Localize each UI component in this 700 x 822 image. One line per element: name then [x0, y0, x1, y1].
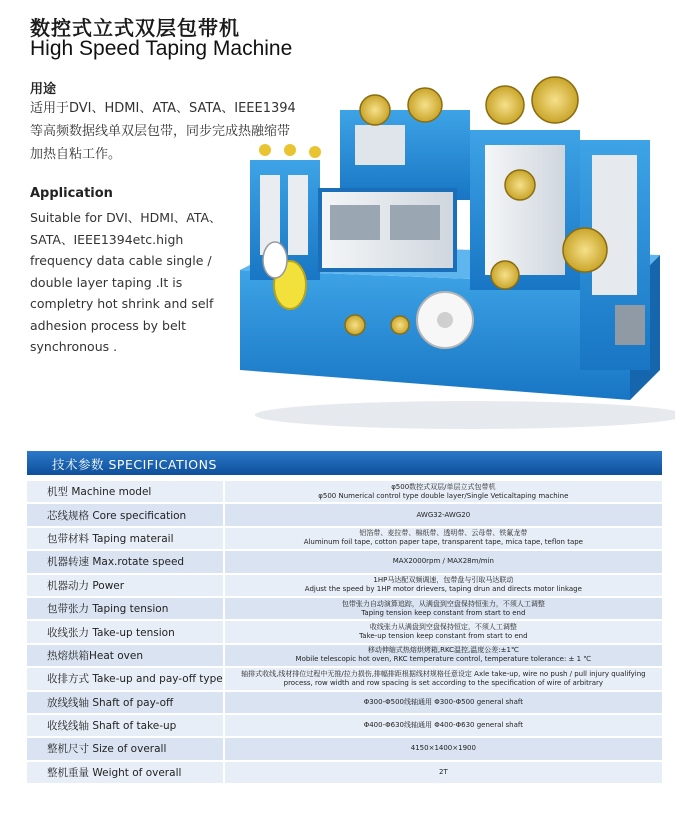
- spec-row: [27, 738, 662, 759]
- taping-machine-image: [230, 70, 675, 435]
- spec-value: [225, 762, 662, 783]
- spec-label: 芯线规格 Core specification: [27, 504, 225, 525]
- spec-value-line: 包带张力自动演算追踪，从满盘到空盘保持恒张力，不须人工调整: [341, 599, 545, 608]
- spec-value-line: 4150×1400×1900: [410, 744, 476, 753]
- spec-value-line: 移动伸缩式热熔烘烤箱,RKC温控,温度公差:±1℃: [367, 646, 519, 655]
- spec-row: [27, 621, 662, 642]
- spec-value-line: 铝箔带、麦拉带、棉纸带、透明带、云母带、铁氟龙带: [359, 529, 528, 538]
- spec-label: 收线张力 Take-up tension: [27, 621, 225, 642]
- spec-value: [225, 621, 662, 642]
- spec-label: 放线线轴 Shaft of pay-off: [27, 692, 225, 713]
- spec-label: 包带材料 Taping materail: [27, 528, 225, 549]
- spec-value: [225, 481, 662, 502]
- spec-value: [225, 528, 662, 549]
- spec-row: [27, 528, 662, 549]
- spec-value: [225, 598, 662, 619]
- page-title-english: High Speed Taping Machine: [30, 37, 293, 60]
- spec-value: [225, 692, 662, 713]
- spec-label: 机型 Machine model: [27, 481, 225, 502]
- spec-value-line: 2T: [438, 767, 448, 776]
- spec-row: [27, 668, 662, 689]
- spec-row: [27, 481, 662, 502]
- usage-heading: 用途: [30, 82, 57, 97]
- spec-value-line: Mobile telescopic hot oven, RKC temperature control, temperature tolerance: ± 1 ℃: [295, 655, 592, 664]
- spec-label: 整机尺寸 Size of overall: [27, 738, 225, 759]
- spec-value: [225, 551, 662, 572]
- spec-value: [225, 645, 662, 666]
- spec-label: 收线线轴 Shaft of take-up: [27, 715, 225, 736]
- spec-row: [27, 645, 662, 666]
- spec-value: [225, 738, 662, 759]
- spec-row: [27, 551, 662, 572]
- spec-row: [27, 598, 662, 619]
- spec-value: [225, 715, 662, 736]
- spec-value-line: Φ300-Φ500线轴通用 Φ300-Φ500 general shaft: [363, 697, 523, 706]
- spec-value-line: 轴排式收线,线材排位过程中无推/拉力损伤,排幅排距根据线材规格任意设定 Axle take-up, wire no push / pull injury qualifying: [241, 669, 646, 678]
- spec-value-line: Adjust the speed by 1HP motor drievers, taping drun and directs motor linkage: [304, 585, 582, 594]
- spec-label: 机器转速 Max.rotate speed: [27, 551, 225, 572]
- application-heading: Application: [30, 186, 113, 201]
- spec-value-line: Aluminum foil tape, cotton paper tape, transparent tape, mica tape, teflon tape: [303, 538, 583, 547]
- spec-row: [27, 504, 662, 525]
- spec-value: [225, 504, 662, 525]
- spec-value-line: process, row width and row spacing is set according to the specification of wire of arbitrary: [283, 678, 604, 687]
- page-title-chinese: 数控式立式双层包带机: [30, 16, 240, 40]
- spec-row: [27, 762, 662, 783]
- usage-text: 适用于DVI、HDMI、ATA、SATA、IEEE1394等高频数据线单双层包带，同步完成热融缩带加热自粘工作。: [30, 101, 296, 162]
- spec-label: 机器动力 Power: [27, 575, 225, 596]
- spec-value: [225, 668, 662, 689]
- spec-value-line: 1HP马达配双频调速，包带盘与引取马达联动: [373, 576, 514, 585]
- specifications-table: [27, 479, 662, 785]
- application-text: Suitable for DVI、HDMI、ATA、SATA、IEEE1394etc.high frequency data cable single / double layer taping .It is completry hot shrink and self adhesion process by belt synchronous .: [30, 210, 222, 354]
- spec-value-line: φ500 Numerical control type double layer/Single Veticaltaping machine: [318, 491, 569, 500]
- spec-label: 包带张力 Taping tension: [27, 598, 225, 619]
- spec-value-line: 收线张力从满盘到空盘保持恒定，不须人工调整: [369, 623, 517, 632]
- spec-row: [27, 715, 662, 736]
- spec-row: [27, 692, 662, 713]
- spec-value-line: Taping tension keep constant from start to end: [361, 608, 526, 617]
- spec-label: 收排方式 Take-up and pay-off type: [27, 668, 225, 689]
- specifications-header: [27, 451, 662, 475]
- spec-value-line: AWG32-AWG20: [416, 510, 471, 519]
- spec-value-line: Take-up tension keep constant from start to end: [359, 632, 528, 641]
- spec-value-line: φ500数控式双层/单层立式包带机: [391, 482, 496, 491]
- spec-value-line: Φ400-Φ630线轴通用 Φ400-Φ630 general shaft: [363, 721, 523, 730]
- spec-value-line: MAX2000rpm / MAX28m/min: [392, 557, 494, 566]
- specifications-title: 技术参数 SPECIFICATIONS: [52, 457, 217, 472]
- spec-label: 热熔烘箱Heat oven: [27, 645, 225, 666]
- spec-row: [27, 575, 662, 596]
- spec-label: 整机重量 Weight of overall: [27, 762, 225, 783]
- spec-value: [225, 575, 662, 596]
